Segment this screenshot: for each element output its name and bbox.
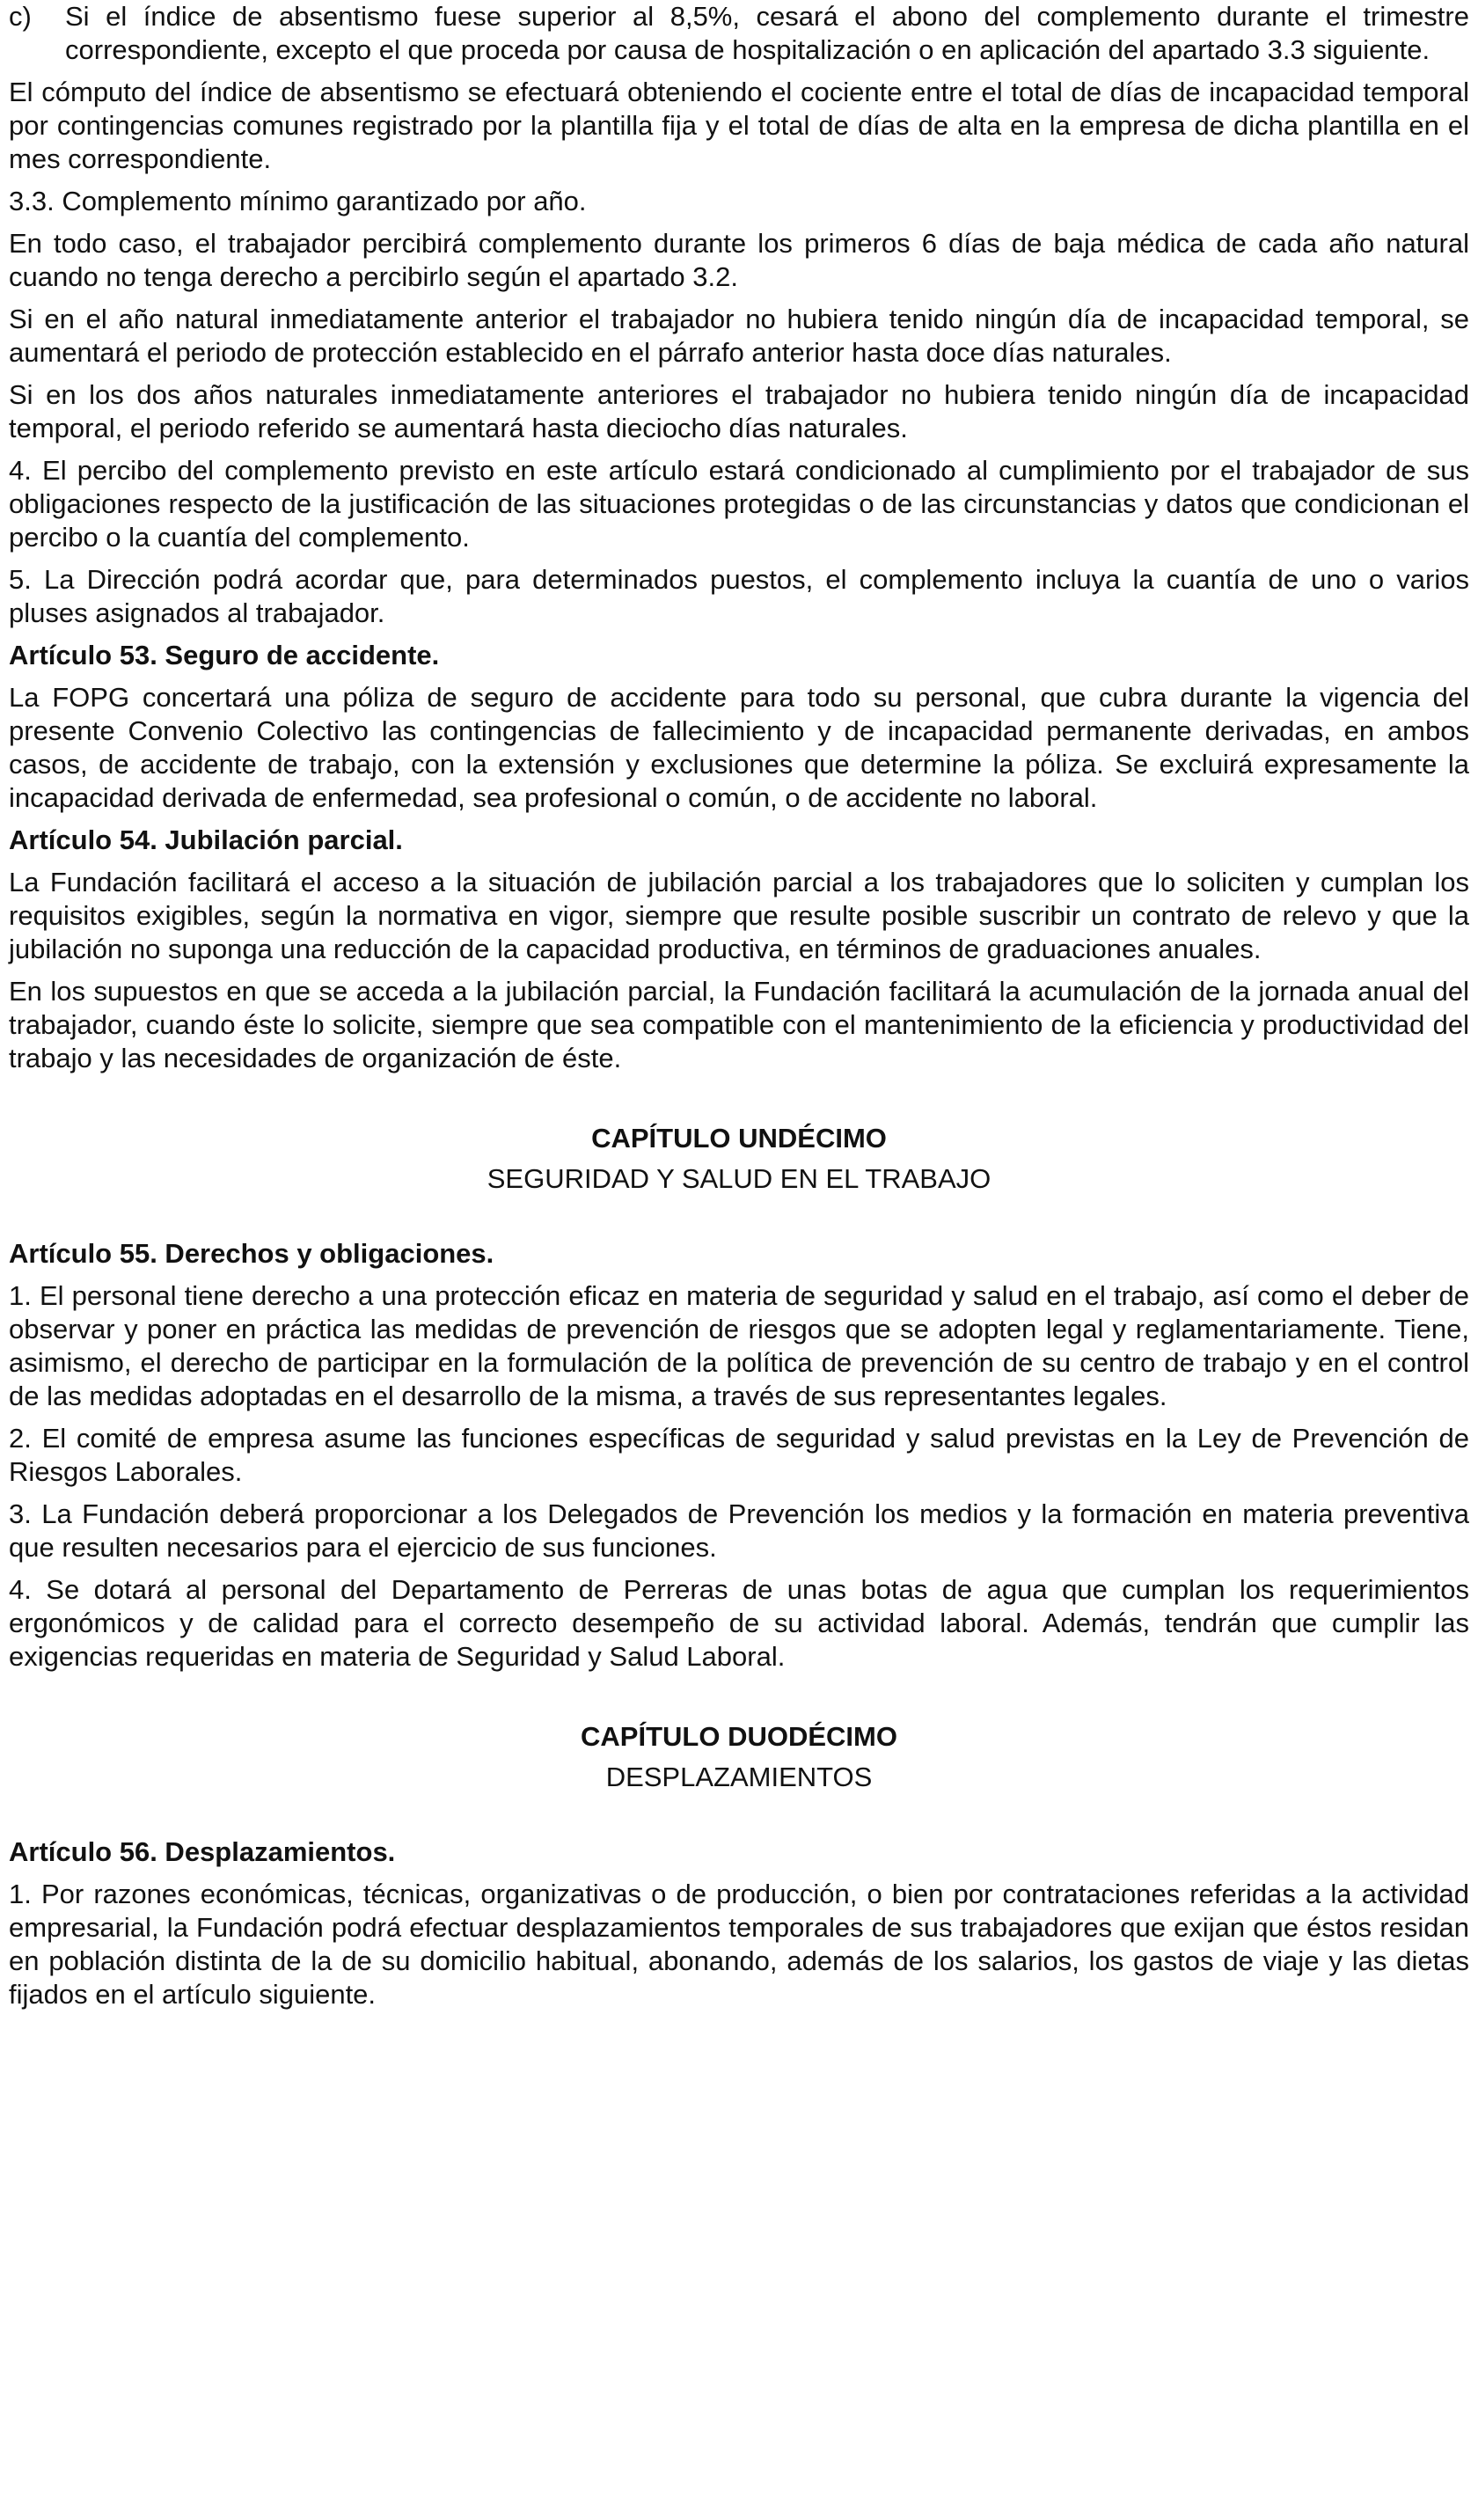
article-55-paragraph-2: 2. El comité de empresa asume las funciones específicas de seguridad y salud previstas en la Ley de Prevención de Riesgos Laborales.	[9, 1423, 1469, 1487]
paragraph-point-4: 4. El percibo del complemento previsto en este artículo estará condicionado al cumplimiento por el trabajador de sus obligaciones respecto de la justificación de las situaciones protegidas o de las circunstancias y datos que condicionan el percibo o la cuantía del complemento.	[9, 455, 1469, 553]
chapter-11	[9, 1117, 1469, 1198]
document-page	[9, 0, 1469, 2020]
chapter-12-title: CAPÍTULO DUODÉCIMO	[581, 1721, 897, 1752]
article-56-paragraph-1: 1. Por razones económicas, técnicas, organizativas o de producción, o bien por contrataciones referidas a la actividad empresarial, la Fundación podrá efectuar desplazamientos temporales de sus trabajadores que exijan que éstos residan en población distinta de la de su domicilio habitual, abonando, además de los salarios, los gastos de viaje y las dietas fijados en el artículo siguiente.	[9, 1879, 1469, 2010]
article-54-paragraph-2: En los supuestos en que se acceda a la jubilación parcial, la Fundación facilitará la acumulación de la jornada anual del trabajador, cuando éste lo solicite, siempre que sea compatible con el mantenimiento de la eficiencia y productividad del trabajo y las necesidades de organización de éste.	[9, 976, 1469, 1073]
paragraph-section-3-3: 3.3. Complemento mínimo garantizado por año.	[9, 186, 587, 216]
article-55-paragraph-1: 1. El personal tiene derecho a una protección eficaz en materia de seguridad y salud en el trabajo, así como el deber de observar y poner en práctica las medidas de prevención de riesgos que se adopten legal y reglamentariamente. Tiene, asimismo, el derecho de participar en la formulación de la política de prevención de su centro de trabajo y en el control de las medidas adoptadas en el desarrollo de la misma, a través de sus representantes legales.	[9, 1280, 1469, 1411]
paragraph-dos-anos: Si en los dos años naturales inmediatamente anteriores el trabajador no hubiera tenido ningún día de incapacidad temporal, el periodo referido se aumentará hasta dieciocho días naturales.	[9, 379, 1469, 443]
article-53-heading: Artículo 53. Seguro de accidente.	[9, 640, 440, 670]
list-item-text: Si el índice de absentismo fuese superior al 8,5%, cesará el abono del complemento durante el trimestre correspondiente, excepto el que proceda por causa de hospitalización o en aplicación del apartado 3.3 siguiente.	[65, 1, 1469, 65]
article-55-paragraph-3: 3. La Fundación deberá proporcionar a los Delegados de Prevención los medios y la formación en materia preventiva que resulten necesarios para el ejercicio de sus funciones.	[9, 1498, 1469, 1563]
chapter-12	[9, 1716, 1469, 1797]
article-55-paragraph-4: 4. Se dotará al personal del Departamento de Perreras de unas botas de agua que cumplan los requerimientos ergonómicos y de calidad para el correcto desempeño de su actividad laboral. Además, tendrán que cumplir las exigencias requeridas en materia de Seguridad y Salud Laboral.	[9, 1574, 1469, 1672]
list-marker: c)	[9, 1, 32, 32]
article-53-paragraph: La FOPG concertará una póliza de seguro de accidente para todo su personal, que cubra durante la vigencia del presente Convenio Colectivo las contingencias de fallecimiento y de incapacidad permanente derivadas, en ambos casos, de accidente de trabajo, con la extensión y exclusiones que determine la póliza. Se excluirá expresamente la incapacidad derivada de enfermedad, sea profesional o común, o de accidente no laboral.	[9, 682, 1469, 813]
paragraph-ano-anterior: Si en el año natural inmediatamente anterior el trabajador no hubiera tenido ningún día de incapacidad temporal, se aumentará el periodo de protección establecido en el párrafo anterior hasta doce días naturales.	[9, 304, 1469, 368]
article-55-heading: Artículo 55. Derechos y obligaciones.	[9, 1238, 494, 1269]
list-item-c	[9, 0, 1469, 67]
chapter-11-subtitle: SEGURIDAD Y SALUD EN EL TRABAJO	[487, 1163, 991, 1194]
article-54-paragraph-1: La Fundación facilitará el acceso a la situación de jubilación parcial a los trabajadores que lo soliciten y cumplan los requisitos exigibles, según la normativa en vigor, siempre que resulte posible suscribir un contrato de relevo y que la jubilación no suponga una reducción de la capacidad productiva, en términos de graduaciones anuales.	[9, 867, 1469, 964]
chapter-12-subtitle: DESPLAZAMIENTOS	[605, 1762, 873, 1792]
paragraph-absentismo-computo: El cómputo del índice de absentismo se efectuará obteniendo el cociente entre el total de días de incapacidad temporal por contingencias comunes registrado por la plantilla fija y el total de días de alta en la empresa de dicha plantilla en el mes correspondiente.	[9, 77, 1469, 174]
paragraph-point-5: 5. La Dirección podrá acordar que, para determinados puestos, el complemento incluya la cuantía de uno o varios pluses asignados al trabajador.	[9, 564, 1469, 628]
chapter-11-title: CAPÍTULO UNDÉCIMO	[591, 1123, 887, 1154]
article-54-heading: Artículo 54. Jubilación parcial.	[9, 824, 403, 855]
paragraph-minimo-garantizado: En todo caso, el trabajador percibirá complemento durante los primeros 6 días de baja médica de cada año natural cuando no tenga derecho a percibirlo según el apartado 3.2.	[9, 228, 1469, 292]
article-56-heading: Artículo 56. Desplazamientos.	[9, 1836, 396, 1867]
